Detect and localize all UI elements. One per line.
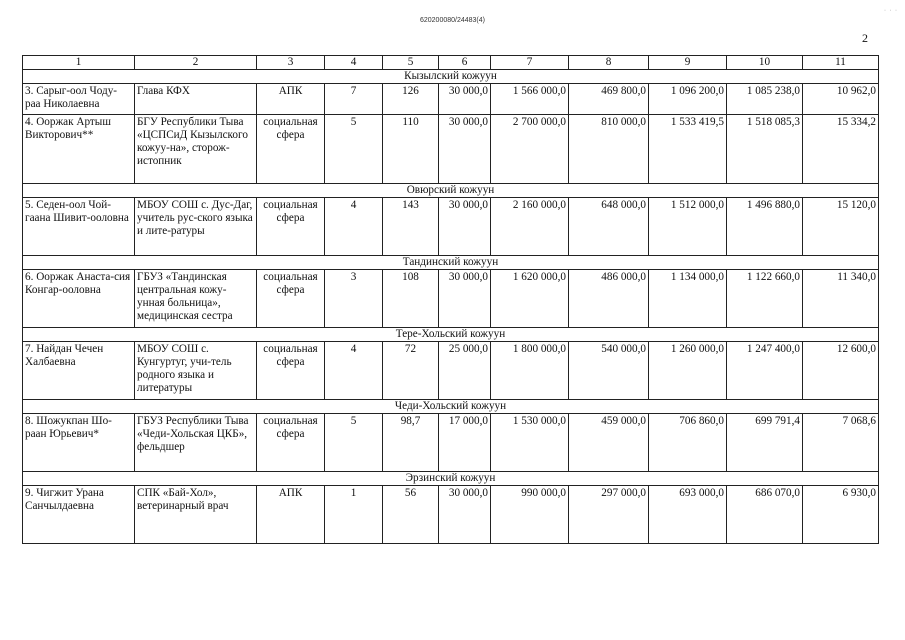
table-cell: 5 (325, 115, 383, 184)
table-cell: 15 334,2 (803, 115, 879, 184)
section-title: Тере-Хольский кожуун (23, 328, 879, 342)
table-cell: социальная сфера (257, 270, 325, 328)
table-cell: 693 000,0 (649, 486, 727, 544)
table-cell: 3 (325, 270, 383, 328)
corner-mark: · · · (884, 8, 898, 14)
section-row (23, 256, 879, 270)
table-cell: социальная сфера (257, 198, 325, 256)
table-row (23, 270, 879, 328)
document-code: 620200080/24483(4) (419, 17, 485, 24)
table-cell: 30 000,0 (439, 84, 491, 115)
table-cell: 459 000,0 (569, 414, 649, 472)
table-row (23, 486, 879, 544)
section-row (23, 70, 879, 84)
column-header: 5 (383, 56, 439, 70)
table-cell: СПК «Бай-Хол», ветеринарный врач (135, 486, 257, 544)
column-header: 1 (23, 56, 135, 70)
table-cell: 648 000,0 (569, 198, 649, 256)
column-header: 4 (325, 56, 383, 70)
section-title: Овюрский кожуун (23, 184, 879, 198)
table-cell: 6 930,0 (803, 486, 879, 544)
column-header: 9 (649, 56, 727, 70)
table-cell: 1 085 238,0 (727, 84, 803, 115)
table-cell: 540 000,0 (569, 342, 649, 400)
table-cell: 143 (383, 198, 439, 256)
table-cell: 297 000,0 (569, 486, 649, 544)
section-row (23, 472, 879, 486)
table-cell: 706 860,0 (649, 414, 727, 472)
table-cell: 7 (325, 84, 383, 115)
table-cell: МБОУ СОШ с. Дус-Даг, учитель рус-ского языка и лите-ратуры (135, 198, 257, 256)
header-row (23, 56, 879, 70)
table-cell: ГБУЗ «Тандинская центральная кожу-унная больница», медицинская сестра (135, 270, 257, 328)
table-cell: 1 260 000,0 (649, 342, 727, 400)
section-title: Чеди-Хольский кожуун (23, 400, 879, 414)
table-cell: 486 000,0 (569, 270, 649, 328)
table-cell: 2 700 000,0 (491, 115, 569, 184)
table-cell: 4 (325, 342, 383, 400)
table-cell: 6. Ооржак Анаста-сия Конгар-ооловна (23, 270, 135, 328)
column-header: 2 (135, 56, 257, 70)
table-cell: 1 (325, 486, 383, 544)
table-cell: 30 000,0 (439, 115, 491, 184)
table-cell: МБОУ СОШ с. Кунгуртуг, учи-тель родного языка и литературы (135, 342, 257, 400)
table-cell: АПК (257, 486, 325, 544)
section-title: Кызылский кожуун (23, 70, 879, 84)
column-header: 7 (491, 56, 569, 70)
table-cell: 4. Ооржак Артыш Викторович** (23, 115, 135, 184)
table-cell: 10 962,0 (803, 84, 879, 115)
table-cell: Глава КФХ (135, 84, 257, 115)
page-number: 2 (862, 31, 868, 45)
table-row (23, 414, 879, 472)
table-cell: 990 000,0 (491, 486, 569, 544)
table-cell: 810 000,0 (569, 115, 649, 184)
table-row (23, 342, 879, 400)
table-cell: 110 (383, 115, 439, 184)
table-cell: 12 600,0 (803, 342, 879, 400)
table-cell: 1 530 000,0 (491, 414, 569, 472)
table-cell: 1 620 000,0 (491, 270, 569, 328)
table-cell: 4 (325, 198, 383, 256)
column-header: 10 (727, 56, 803, 70)
table-cell: ГБУЗ Республики Тыва «Чеди-Хольская ЦКБ», фельдшер (135, 414, 257, 472)
table-cell: 126 (383, 84, 439, 115)
table-cell: социальная сфера (257, 115, 325, 184)
table-cell: 3. Сарыг-оол Чоду-раа Николаевна (23, 84, 135, 115)
table-cell: 1 566 000,0 (491, 84, 569, 115)
section-title: Тандинский кожуун (23, 256, 879, 270)
section-row (23, 328, 879, 342)
table-cell: 30 000,0 (439, 486, 491, 544)
column-header: 8 (569, 56, 649, 70)
table-cell: 5 (325, 414, 383, 472)
table-cell: 5. Седен-оол Чой-гаана Шивит-ооловна (23, 198, 135, 256)
table-row (23, 198, 879, 256)
section-title: Эрзинский кожуун (23, 472, 879, 486)
table-cell: 8. Шожукпан Шо-раан Юрьевич* (23, 414, 135, 472)
table-cell: 72 (383, 342, 439, 400)
table-cell: АПК (257, 84, 325, 115)
column-header: 11 (803, 56, 879, 70)
table-cell: 2 160 000,0 (491, 198, 569, 256)
table-cell: 98,7 (383, 414, 439, 472)
table-cell: 108 (383, 270, 439, 328)
table-cell: 699 791,4 (727, 414, 803, 472)
table-cell: 1 800 000,0 (491, 342, 569, 400)
table-cell: 1 122 660,0 (727, 270, 803, 328)
table-cell: социальная сфера (257, 414, 325, 472)
table-cell: 1 247 400,0 (727, 342, 803, 400)
table-cell: 25 000,0 (439, 342, 491, 400)
table-cell: 1 496 880,0 (727, 198, 803, 256)
table-cell: 30 000,0 (439, 270, 491, 328)
column-header: 6 (439, 56, 491, 70)
table-cell: 469 800,0 (569, 84, 649, 115)
table-cell: БГУ Республики Тыва «ЦСПСиД Кызылского кожуу-на», сторож-истопник (135, 115, 257, 184)
data-table (22, 55, 879, 544)
table-cell: 17 000,0 (439, 414, 491, 472)
section-row (23, 400, 879, 414)
table-row (23, 115, 879, 184)
table-cell: 7. Найдан Чечен Халбаевна (23, 342, 135, 400)
column-header: 3 (257, 56, 325, 70)
table-cell: 686 070,0 (727, 486, 803, 544)
table-cell: 9. Чигжит Урана Санчылдаевна (23, 486, 135, 544)
table-cell: 56 (383, 486, 439, 544)
table-cell: 1 134 000,0 (649, 270, 727, 328)
table-cell: 1 512 000,0 (649, 198, 727, 256)
table-cell: 1 518 085,3 (727, 115, 803, 184)
table-row (23, 84, 879, 115)
table-cell: 15 120,0 (803, 198, 879, 256)
table-cell: 1 533 419,5 (649, 115, 727, 184)
table-cell: 30 000,0 (439, 198, 491, 256)
table-cell: 1 096 200,0 (649, 84, 727, 115)
table-cell: 11 340,0 (803, 270, 879, 328)
table-cell: 7 068,6 (803, 414, 879, 472)
table-cell: социальная сфера (257, 342, 325, 400)
section-row (23, 184, 879, 198)
